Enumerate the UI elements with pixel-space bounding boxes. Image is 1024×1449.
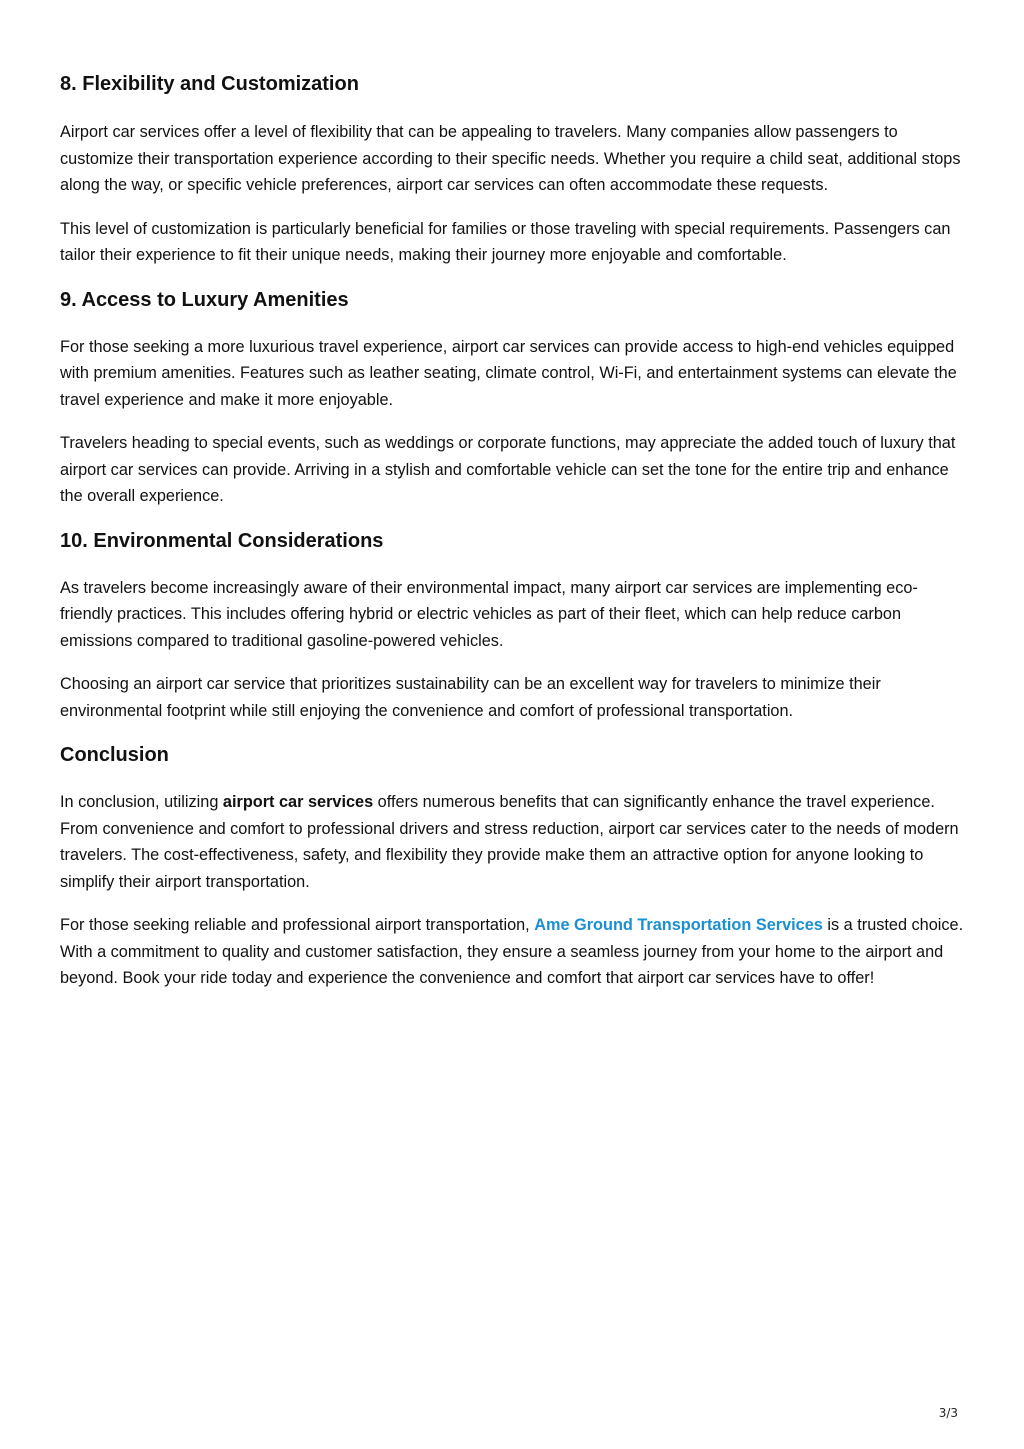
conclusion-paragraph xyxy=(60,789,970,895)
text-run: In conclusion, utilizing xyxy=(60,793,223,811)
section-heading: Conclusion xyxy=(60,744,169,766)
paragraph: Airport car services offer a level of flexibility that can be appealing to travelers. Many companies allow passengers to customize their transportation experience according to their specific needs. Whether you require a child seat, additional stops along the way, or specific vehicle preferences, airport car services can often accommodate these requests. xyxy=(60,123,961,194)
text-run: For those seeking reliable and professional airport transportation, xyxy=(60,916,535,934)
paragraph: Choosing an airport car service that prioritizes sustainability can be an excellent way for travelers to minimize their environmental footprint while still enjoying the convenience and comfort of professional transportation. xyxy=(60,675,881,720)
page-number: 3/3 xyxy=(938,1406,958,1420)
section-heading: 9. Access to Luxury Amenities xyxy=(60,288,349,311)
conclusion-paragraph xyxy=(60,912,970,992)
company-link[interactable]: Ame Ground Transportation Services xyxy=(534,916,823,934)
text-run: is a trusted choice. With a commitment to quality and customer satisfaction, they ensure a seamless journey from your home to the airport and beyond. Book your ride today and experience the convenience and comfort that airport car services have to offer! xyxy=(60,916,964,987)
section-flexibility xyxy=(60,70,970,269)
section-heading: 10. Environmental Considerations xyxy=(60,529,384,552)
document-page xyxy=(60,70,970,1009)
section-heading: 8. Flexibility and Customization xyxy=(60,73,359,95)
text-run: offers numerous benefits that can significantly enhance the travel experience. From convenience and comfort to professional drivers and stress reduction, airport car services cater to the needs of modern travelers. The cost-effectiveness, safety, and flexibility they provide make them an attractive option for anyone looking to simplify their airport transportation. xyxy=(60,793,959,891)
paragraph: This level of customization is particularly beneficial for families or those traveling with special requirements. Passengers can tailor their experience to fit their unique needs, making their journey more enjoyable and comfortable. xyxy=(60,219,951,264)
paragraph: For those seeking a more luxurious travel experience, airport car services can provide access to high-end vehicles equipped with premium amenities. Features such as leather seating, climate control, Wi-Fi, and entertainment systems can elevate the travel experience and make it more enjoyable. xyxy=(60,337,957,409)
paragraph: As travelers become increasingly aware of their environmental impact, many airport car services are implementing eco-friendly practices. This includes offering hybrid or electric vehicles as part of their fleet, which can help reduce carbon emissions compared to traditional gasoline-powered vehicles. xyxy=(60,578,918,650)
bold-keyword: airport car services xyxy=(222,793,374,811)
section-environmental xyxy=(60,527,970,725)
section-conclusion xyxy=(60,741,970,992)
section-luxury-amenities xyxy=(60,286,970,510)
paragraph: Travelers heading to special events, such as weddings or corporate functions, may appreciate the added touch of luxury that airport car services can provide. Arriving in a stylish and comfortable vehicle can set the tone for the entire trip and enhance the overall experience. xyxy=(60,434,956,505)
